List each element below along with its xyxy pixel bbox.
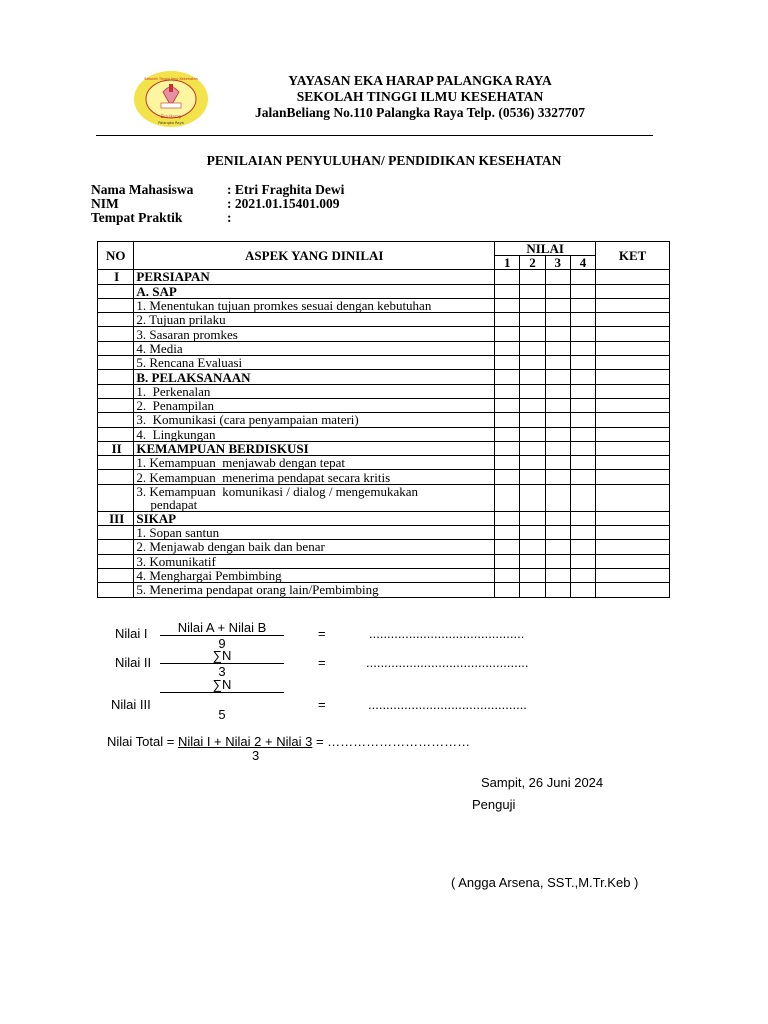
nilai-2-denominator: 3	[218, 664, 226, 679]
aspect-text: 4. Menghargai Pembimbing	[136, 568, 282, 584]
nilai-1-equals: =	[318, 626, 326, 641]
aspect-text: 1. Perkenalan	[136, 383, 211, 399]
score-cell[interactable]	[570, 398, 595, 412]
table-row	[98, 441, 670, 455]
score-cell[interactable]	[520, 327, 545, 341]
aspect-text: 2. Kemampuan menerima pendapat secara kritis	[136, 469, 391, 485]
table-row	[98, 384, 670, 398]
score-cell[interactable]	[520, 511, 545, 525]
score-cell[interactable]	[520, 298, 545, 312]
score-cell[interactable]	[570, 370, 595, 384]
row-number	[98, 298, 134, 312]
score-cell[interactable]	[570, 341, 595, 355]
ket-cell[interactable]	[596, 284, 670, 298]
ket-cell[interactable]	[596, 270, 670, 284]
aspect-text: B. PELAKSANAAN	[136, 369, 251, 385]
nilai-3-equals: =	[318, 697, 326, 712]
table-row	[98, 456, 670, 470]
table-row	[98, 568, 670, 582]
score-cell[interactable]	[545, 413, 570, 427]
aspect-cell	[134, 356, 495, 370]
col-ket-header: KET	[596, 242, 670, 270]
score-cell[interactable]	[570, 554, 595, 568]
score-cell[interactable]	[495, 484, 520, 511]
score-cell[interactable]	[495, 284, 520, 298]
score-cell[interactable]	[570, 526, 595, 540]
score-cell[interactable]	[545, 398, 570, 412]
score-cell[interactable]	[570, 413, 595, 427]
score-cell[interactable]	[495, 470, 520, 484]
score-cell[interactable]	[495, 298, 520, 312]
signature-examiner-name: ( Angga Arsena, SST.,M.Tr.Keb )	[451, 875, 639, 890]
score-cell[interactable]	[520, 413, 545, 427]
aspect-text: 5. Rencana Evaluasi	[136, 355, 243, 371]
score-col-header: 2	[520, 256, 545, 270]
score-cell[interactable]	[495, 341, 520, 355]
row-number	[98, 583, 134, 597]
score-cell[interactable]	[495, 511, 520, 525]
score-cell[interactable]	[545, 427, 570, 441]
student-name-value: : Etri Fraghita Dewi	[227, 182, 345, 197]
practice-place-label: Tempat Praktik	[91, 210, 183, 225]
aspect-text: 3. Sasaran promkes	[136, 326, 238, 342]
ket-cell[interactable]	[596, 427, 670, 441]
score-cell[interactable]	[495, 583, 520, 597]
score-cell[interactable]	[495, 384, 520, 398]
table-row	[98, 270, 670, 284]
row-number	[98, 384, 134, 398]
score-cell[interactable]	[495, 413, 520, 427]
row-number	[98, 484, 134, 511]
table-row	[98, 554, 670, 568]
ket-cell[interactable]	[596, 554, 670, 568]
table-row	[98, 470, 670, 484]
score-cell[interactable]	[545, 356, 570, 370]
aspect-cell	[134, 456, 495, 470]
nilai-total-row	[107, 734, 470, 749]
table-row	[98, 413, 670, 427]
row-number	[98, 456, 134, 470]
score-cell[interactable]	[495, 327, 520, 341]
score-cell[interactable]	[570, 484, 595, 511]
score-cell[interactable]	[520, 356, 545, 370]
score-cell[interactable]	[545, 583, 570, 597]
school-logo	[133, 70, 209, 128]
score-cell[interactable]	[520, 284, 545, 298]
col-no-header: NO	[98, 242, 134, 270]
aspect-text: PERSIAPAN	[136, 269, 210, 285]
nilai-total-label: Nilai Total =	[107, 734, 178, 749]
student-nim-label: NIM	[91, 196, 119, 211]
score-cell[interactable]	[520, 470, 545, 484]
score-cell[interactable]	[520, 441, 545, 455]
score-cell[interactable]	[545, 313, 570, 327]
table-row	[98, 583, 670, 597]
svg-text:Sekolah Tinggi Ilmu Kesehatan: Sekolah Tinggi Ilmu Kesehatan	[144, 77, 198, 81]
practice-place-value: :	[227, 210, 232, 225]
score-cell[interactable]	[545, 284, 570, 298]
score-cell[interactable]	[545, 384, 570, 398]
student-nim-value: : 2021.01.15401.009	[227, 196, 340, 211]
aspect-text: 1. Menentukan tujuan promkes sesuai dengan kebutuhan	[136, 298, 432, 314]
ket-cell[interactable]	[596, 456, 670, 470]
row-number: III	[98, 511, 134, 525]
row-number	[98, 554, 134, 568]
row-number	[98, 470, 134, 484]
score-cell[interactable]	[570, 540, 595, 554]
nilai-2-numerator: ∑N	[160, 648, 284, 664]
aspect-cell	[134, 370, 495, 384]
score-cell[interactable]	[570, 298, 595, 312]
row-number	[98, 568, 134, 582]
score-cell[interactable]	[545, 270, 570, 284]
ket-cell[interactable]	[596, 413, 670, 427]
row-number: I	[98, 270, 134, 284]
score-cell[interactable]	[570, 583, 595, 597]
table-row	[98, 327, 670, 341]
aspect-text-continued: pendapat	[150, 496, 198, 512]
score-cell[interactable]	[570, 511, 595, 525]
score-cell[interactable]	[570, 456, 595, 470]
nilai-1-fraction	[160, 620, 284, 651]
student-name-label: Nama Mahasiswa	[91, 182, 194, 197]
score-cell[interactable]	[495, 313, 520, 327]
ket-cell[interactable]	[596, 341, 670, 355]
aspect-text: 3. Kemampuan komunikasi / dialog / mengemukakan	[136, 483, 418, 499]
table-row	[98, 398, 670, 412]
score-cell[interactable]	[520, 398, 545, 412]
ket-cell[interactable]	[596, 441, 670, 455]
score-col-header: 1	[495, 256, 520, 270]
table-row	[98, 313, 670, 327]
aspect-text: KEMAMPUAN BERDISKUSI	[136, 441, 309, 456]
row-number	[98, 413, 134, 427]
score-cell[interactable]	[570, 284, 595, 298]
row-number	[98, 398, 134, 412]
row-number	[98, 284, 134, 298]
score-cell[interactable]	[545, 484, 570, 511]
ket-cell[interactable]	[596, 398, 670, 412]
nilai-1-numerator: Nilai A + Nilai B	[160, 620, 284, 636]
table-row	[98, 298, 670, 312]
score-cell[interactable]	[520, 568, 545, 582]
aspect-cell	[134, 270, 495, 284]
score-cell[interactable]	[520, 583, 545, 597]
score-cell[interactable]	[520, 341, 545, 355]
aspect-cell	[134, 511, 495, 525]
aspect-cell	[134, 583, 495, 597]
score-cell[interactable]	[495, 356, 520, 370]
nilai-2-label: Nilai II	[115, 655, 152, 670]
row-number	[98, 356, 134, 370]
table-row	[98, 484, 670, 511]
nilai-2-equals: =	[318, 655, 326, 670]
score-cell[interactable]	[495, 270, 520, 284]
score-cell[interactable]	[545, 441, 570, 455]
score-cell[interactable]	[495, 554, 520, 568]
table-row	[98, 370, 670, 384]
ket-cell[interactable]	[596, 327, 670, 341]
ket-cell[interactable]	[596, 384, 670, 398]
header-divider	[96, 135, 653, 136]
nilai-3-blank: ............................................	[368, 697, 527, 712]
aspect-cell	[134, 470, 495, 484]
signature-role: Penguji	[472, 797, 516, 812]
score-cell[interactable]	[545, 456, 570, 470]
ket-cell[interactable]	[596, 540, 670, 554]
aspect-text: 3. Komunikasi (cara penyampaian materi)	[136, 412, 359, 428]
aspect-text: 2. Tujuan prilaku	[136, 312, 226, 328]
nilai-1-blank: ...........................................	[369, 626, 525, 641]
score-cell[interactable]	[495, 398, 520, 412]
aspect-text: 4. Media	[136, 340, 183, 356]
ket-cell[interactable]	[596, 526, 670, 540]
score-cell[interactable]	[545, 540, 570, 554]
score-cell[interactable]	[570, 470, 595, 484]
score-cell[interactable]	[570, 568, 595, 582]
practice-place-row	[91, 210, 232, 226]
document-title: PENILAIAN PENYULUHAN/ PENDIDIKAN KESEHATAN	[206, 153, 562, 168]
aspect-cell	[134, 540, 495, 554]
signature-place-date: Sampit, 26 Juni 2024	[481, 775, 604, 790]
aspect-cell	[134, 526, 495, 540]
ket-cell[interactable]	[596, 583, 670, 597]
score-col-header: 4	[570, 256, 595, 270]
assessment-table	[97, 241, 670, 598]
aspect-cell	[134, 398, 495, 412]
nilai-1-label: Nilai I	[115, 626, 148, 641]
aspect-cell	[134, 384, 495, 398]
score-cell[interactable]	[495, 427, 520, 441]
score-cell[interactable]	[570, 384, 595, 398]
table-row	[98, 511, 670, 525]
score-cell[interactable]	[570, 313, 595, 327]
score-cell[interactable]	[570, 327, 595, 341]
nilai-2-blank: .............................................	[366, 655, 529, 670]
row-number	[98, 427, 134, 441]
score-cell[interactable]	[520, 540, 545, 554]
aspect-cell	[134, 484, 495, 511]
score-cell[interactable]	[520, 370, 545, 384]
aspect-text: 5. Menerima pendapat orang lain/Pembimbing	[136, 582, 379, 598]
ket-cell[interactable]	[596, 568, 670, 582]
score-cell[interactable]	[545, 327, 570, 341]
row-number	[98, 526, 134, 540]
ket-cell[interactable]	[596, 370, 670, 384]
aspect-text: A. SAP	[136, 283, 177, 299]
aspect-text: 4. Lingkungan	[136, 426, 216, 442]
score-cell[interactable]	[495, 441, 520, 455]
score-cell[interactable]	[545, 568, 570, 582]
score-cell[interactable]	[545, 526, 570, 540]
score-cell[interactable]	[520, 456, 545, 470]
aspect-text: 2. Menjawab dengan baik dan benar	[136, 539, 325, 555]
row-number	[98, 313, 134, 327]
col-aspect-header: ASPEK YANG DINILAI	[134, 242, 495, 270]
nilai-total-blank: ……………………………	[327, 734, 471, 749]
score-cell[interactable]	[520, 554, 545, 568]
score-cell[interactable]	[570, 427, 595, 441]
nilai-1-denominator: 9	[218, 636, 226, 651]
score-cell[interactable]	[495, 568, 520, 582]
col-score-header: NILAI	[495, 242, 596, 256]
nilai-total-equals: =	[312, 734, 328, 749]
score-cell[interactable]	[495, 526, 520, 540]
score-cell[interactable]	[520, 384, 545, 398]
table-row	[98, 284, 670, 298]
score-cell[interactable]	[545, 511, 570, 525]
school-name: SEKOLAH TINGGI ILMU KESEHATAN	[296, 89, 544, 104]
score-cell[interactable]	[545, 298, 570, 312]
aspect-cell	[134, 554, 495, 568]
table-row	[98, 526, 670, 540]
score-cell[interactable]	[495, 540, 520, 554]
aspect-text: 3. Komunikatif	[136, 553, 216, 569]
aspect-cell	[134, 327, 495, 341]
ket-cell[interactable]	[596, 470, 670, 484]
score-cell[interactable]	[520, 484, 545, 511]
nilai-3-numerator: ∑N	[160, 677, 284, 693]
table-row	[98, 540, 670, 554]
school-address: JalanBeliang No.110 Palangka Raya Telp. (0536) 3327707	[254, 105, 586, 120]
aspect-cell	[134, 298, 495, 312]
aspect-cell	[134, 413, 495, 427]
svg-text:Palangka Raya: Palangka Raya	[158, 121, 184, 125]
table-row	[98, 341, 670, 355]
score-cell[interactable]	[570, 356, 595, 370]
score-cell[interactable]	[570, 441, 595, 455]
aspect-cell	[134, 341, 495, 355]
aspect-cell	[134, 284, 495, 298]
score-cell[interactable]	[570, 270, 595, 284]
ket-cell[interactable]	[596, 313, 670, 327]
aspect-text: 1. Kemampuan menjawab dengan tepat	[136, 455, 346, 471]
table-row	[98, 427, 670, 441]
row-number: II	[98, 441, 134, 455]
foundation-name: YAYASAN EKA HARAP PALANGKA RAYA	[288, 73, 552, 88]
score-cell[interactable]	[545, 341, 570, 355]
nilai-3-label: Nilai III	[111, 697, 151, 712]
row-number	[98, 341, 134, 355]
aspect-cell	[134, 427, 495, 441]
score-cell[interactable]	[495, 370, 520, 384]
svg-text:Eka Harap: Eka Harap	[160, 114, 182, 119]
ket-cell[interactable]	[596, 511, 670, 525]
aspect-text: 1. Sopan santun	[136, 525, 220, 541]
table-row	[98, 356, 670, 370]
score-cell[interactable]	[545, 470, 570, 484]
aspect-text: 2. Penampilan	[136, 398, 215, 414]
score-cell[interactable]	[545, 370, 570, 384]
ket-cell[interactable]	[596, 298, 670, 312]
nilai-3-fraction	[160, 677, 284, 722]
ket-cell[interactable]	[596, 356, 670, 370]
nilai-2-fraction	[160, 648, 284, 679]
score-cell[interactable]	[520, 313, 545, 327]
score-cell[interactable]	[520, 270, 545, 284]
aspect-cell	[134, 568, 495, 582]
row-number	[98, 370, 134, 384]
aspect-cell	[134, 313, 495, 327]
row-number	[98, 327, 134, 341]
score-col-header: 3	[545, 256, 570, 270]
ket-cell[interactable]	[596, 484, 670, 511]
score-cell[interactable]	[495, 456, 520, 470]
score-cell[interactable]	[520, 427, 545, 441]
nilai-total-numerator: Nilai I + Nilai 2 + Nilai 3	[177, 734, 313, 749]
nilai-3-denominator: 5	[218, 707, 226, 722]
score-cell[interactable]	[545, 554, 570, 568]
row-number	[98, 540, 134, 554]
nilai-total-denominator: 3	[252, 748, 260, 763]
aspect-cell	[134, 441, 495, 455]
score-cell[interactable]	[520, 526, 545, 540]
aspect-text: SIKAP	[136, 510, 177, 526]
